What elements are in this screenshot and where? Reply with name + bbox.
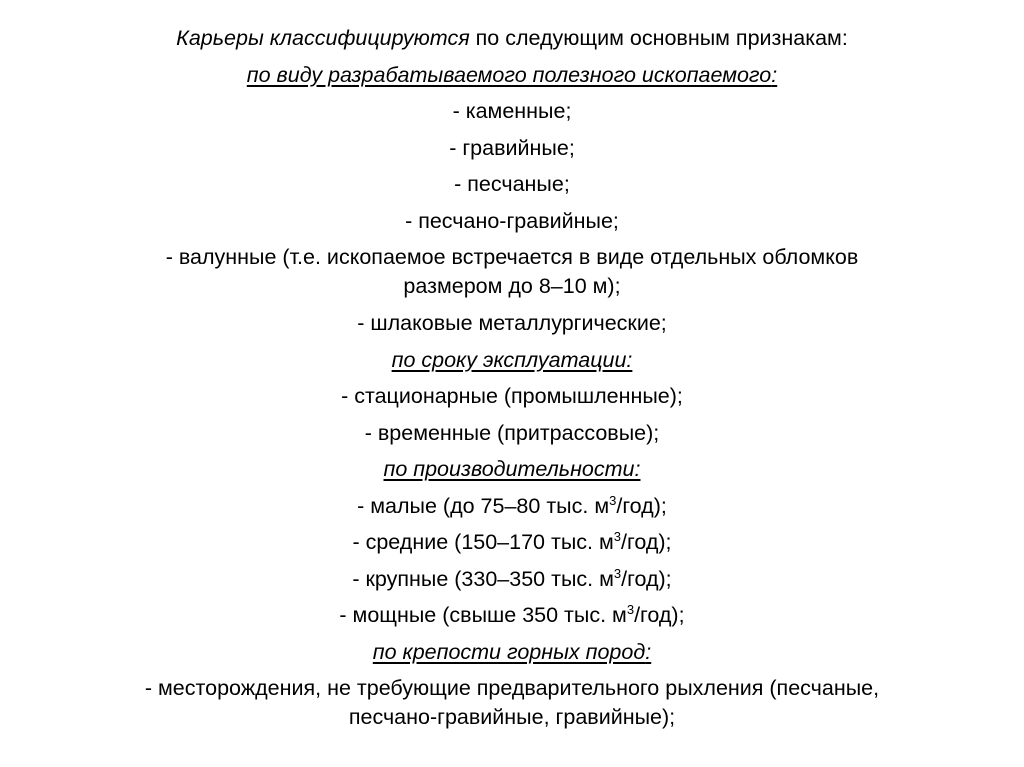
heading-mineral-type-colon: : [771,62,778,87]
list-item-capacity-powerful [0,597,1024,634]
list-item-capacity-small [0,488,1024,525]
capacity-large-text: - крупные (330–350 тыс. м [352,566,614,591]
capacity-unit-tail: /год); [621,566,672,591]
superscript-three: 3 [626,602,635,617]
heading-rock-strength [0,634,1024,671]
heading-capacity [0,451,1024,488]
capacity-unit-tail: /год); [634,603,685,627]
heading-mineral-type [0,57,1024,94]
list-item-stationary: - стационарные (промышленные); [341,384,683,408]
list-item-gravel: - гравийные; [449,135,575,160]
list-item-deposits-line-2: песчано-гравийные, гравийные); [348,705,676,729]
list-item-capacity-medium [0,524,1024,561]
list-item-boulder-line-2: размером до 8–10 м); [403,274,621,298]
heading-capacity-text: по производительности: [383,457,641,481]
list-item-slag: - шлаковые металлургические; [357,311,667,335]
capacity-unit-tail: /год); [621,530,672,554]
list-item-capacity-large [0,561,1024,598]
slide-content [0,20,1024,736]
superscript-three: 3 [609,492,617,508]
heading-operation-term [0,342,1024,379]
list-item-temporary: - временные (притрассовые); [364,420,660,445]
heading-rock-strength-text: по крепости горных пород [372,639,646,664]
intro-rest-text: по следующим основным признакам: [469,26,848,50]
list-item-sand-gravel: - песчано-гравийные; [405,208,619,233]
capacity-medium-text: - средние (150–170 тыс. м [352,530,614,554]
list-item-sand: - песчаные; [454,172,570,196]
heading-mineral-type-text: по виду разрабатываемого полезного ископаемого [246,62,772,87]
intro-italic-text: Карьеры классифицируются [176,26,470,50]
heading-operation-term-text: по сроку эксплуатации: [391,347,633,372]
intro-line [0,20,1024,57]
heading-rock-strength-colon: : [645,639,652,664]
capacity-powerful-text: - мощные (свыше 350 тыс. м [339,603,627,627]
capacity-small-text: - малые (до 75–80 тыс. м [357,493,610,518]
list-item-deposits-line-1: - месторождения, не требующие предварительного рыхления (песчаные, [144,676,880,700]
superscript-three: 3 [613,529,621,544]
list-item-boulder-line-1: - валунные (т.е. ископаемое встречается в виде отдельных обломков [165,245,859,269]
superscript-three: 3 [613,565,622,581]
list-item-stone: - каменные; [452,99,572,123]
capacity-unit-tail: /год); [616,493,667,518]
